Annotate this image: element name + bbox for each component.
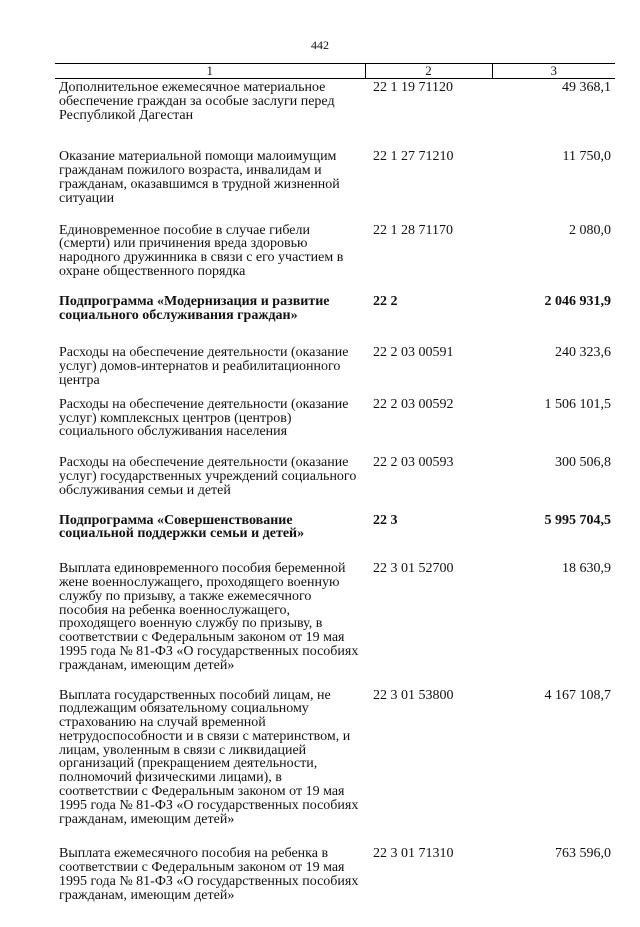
row-name: Подпрограмма «Совершенствование социальной поддержки семьи и детей» bbox=[59, 512, 305, 542]
table-row bbox=[55, 560, 615, 686]
page-number: 442 bbox=[311, 38, 329, 52]
row-name: Выплата единовременного пособия беременной жене военнослужащего, проходящего военную службу по призыву, а также ежемесячного пособия на ребенка военнослужащего, проходящего военную службу по призыву, в соответствии с Федеральным законом от 19 мая 1995 года № 81-ФЗ «О государственных пособиях гражданам, имеющим детей» bbox=[59, 561, 359, 673]
row-name: Расходы на обеспечение деятельности (оказание услуг) государственных учреждений социального обслуживания семьи и детей bbox=[59, 455, 357, 498]
row-name: Выплата государственных пособий лицам, не подлежащим обязательному социальному страхованию на случай временной нетрудоспособности и в связи с материнством, и лицам, уволенным в связи с ликвидацией организаций (прекращением деятельности, полномочий физическими лицами), в соответствии с Федеральным законом от 19 мая 1995 года № 81-ФЗ «О государственных пособиях гражданам, имеющим детей» bbox=[59, 687, 359, 827]
row-amount: 49 368,1 bbox=[562, 80, 611, 95]
table-row bbox=[55, 845, 615, 926]
row-name: Расходы на обеспечение деятельности (оказание услуг) комплексных центров (центров) социального обслуживания населения bbox=[59, 396, 349, 440]
budget-table bbox=[55, 63, 615, 927]
row-code: 22 2 03 00591 bbox=[373, 345, 454, 361]
row-code: 22 1 28 71170 bbox=[373, 222, 453, 238]
row-amount: 240 323,6 bbox=[555, 345, 611, 361]
row-name: Дополнительное ежемесячное материальное обеспечение граждан за особые заслуги перед Республикой Дагестан bbox=[59, 80, 335, 123]
row-code: 22 3 01 71310 bbox=[373, 846, 454, 862]
table-row bbox=[55, 148, 615, 221]
row-name: Единовременное пособие в случае гибели (смерти) или причинения вреда здоровью народного дружинника в связи с его участием в охране общественного порядка bbox=[59, 222, 344, 279]
row-code: 22 1 27 71210 bbox=[373, 149, 454, 165]
subprogram-row bbox=[55, 293, 615, 345]
header-col-2: 2 bbox=[365, 64, 492, 79]
row-amount: 18 630,9 bbox=[562, 561, 611, 577]
row-code: 22 3 bbox=[373, 512, 398, 528]
row-name: Оказание материальной помощи малоимущим гражданам пожилого возраста, инвалидам и гражданам, оказавшимся в трудной жизненной ситуации bbox=[59, 149, 340, 206]
row-amount: 1 506 101,5 bbox=[544, 396, 611, 412]
row-code: 22 3 01 52700 bbox=[373, 561, 454, 577]
row-amount: 763 596,0 bbox=[555, 846, 611, 862]
row-amount: 5 995 704,5 bbox=[544, 512, 611, 528]
row-name: Подпрограмма «Модернизация и развитие социального обслуживания граждан» bbox=[59, 293, 330, 323]
row-code: 22 2 03 00592 bbox=[373, 396, 454, 412]
row-amount: 300 506,8 bbox=[555, 455, 611, 471]
subprogram-row bbox=[55, 512, 615, 561]
row-amount: 11 750,0 bbox=[562, 149, 611, 165]
row-code: 22 3 01 53800 bbox=[373, 687, 454, 703]
table-row bbox=[55, 222, 615, 293]
table-header-row bbox=[55, 64, 615, 79]
row-amount: 2 080,0 bbox=[569, 222, 611, 238]
table-row bbox=[55, 687, 615, 846]
table-row bbox=[55, 79, 615, 149]
row-code: 22 2 bbox=[373, 293, 398, 309]
row-amount: 4 167 108,7 bbox=[544, 687, 611, 703]
row-code: 22 1 19 71120 bbox=[373, 80, 453, 95]
row-name: Расходы на обеспечение деятельности (оказание услуг) домов-интернатов и реабилитационного центра bbox=[59, 345, 349, 388]
header-col-1: 1 bbox=[55, 64, 365, 79]
row-amount: 2 046 931,9 bbox=[544, 293, 611, 309]
row-code: 22 2 03 00593 bbox=[373, 455, 454, 471]
row-name: Выплата ежемесячного пособия на ребенка в соответствии с Федеральным законом от 19 мая 1995 года № 81-ФЗ «О государственных пособиях гражданам, имеющим детей» bbox=[59, 846, 359, 903]
table-row bbox=[55, 344, 615, 395]
header-col-3: 3 bbox=[492, 64, 615, 79]
table-row bbox=[55, 454, 615, 511]
table-row bbox=[55, 396, 615, 454]
